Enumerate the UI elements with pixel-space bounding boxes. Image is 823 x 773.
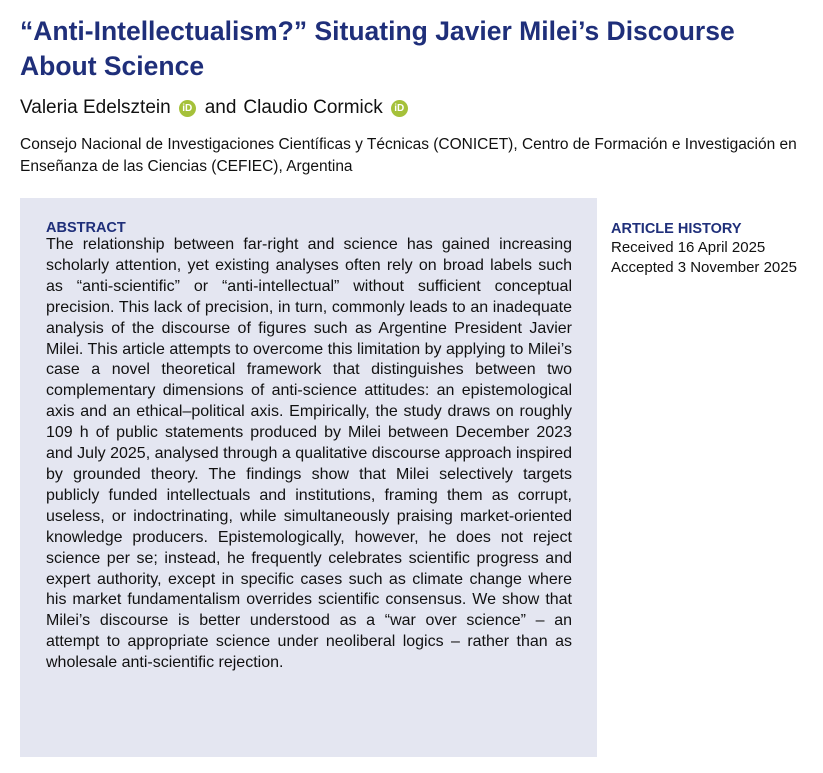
author-joiner: and: [204, 97, 237, 118]
article-title: “Anti-Intellectualism?” Situating Javier Milei’s Discourse About Science: [20, 16, 735, 81]
affiliation: Consejo Nacional de Investigaciones Científicas y Técnicas (CONICET), Centro de Formación e Investigación en Enseñanza de las Ciencias (CEFIEC), Argentina: [20, 136, 797, 175]
author-name: Claudio Cormick: [243, 97, 383, 118]
abstract-heading: ABSTRACT: [46, 220, 126, 236]
article-history: [611, 220, 816, 277]
received-date: Received 16 April 2025: [611, 239, 766, 256]
article-history-heading: ARTICLE HISTORY: [611, 221, 742, 237]
abstract-text: The relationship between far-right and science has gained increasing scholarly attention, yet existing analyses often rely on broad labels such as “anti-scientific” or “anti-intellectual” without sufficient conceptual precision. This lack of precision, in turn, commonly leads to an inadequate analysis of the discourse of figures such as Argentine President Javier Milei. This article attempts to overcome this limitation by applying to Milei’s case a novel theoretical framework that distinguishes between two complementary dimensions of anti-science attitudes: an epistemological axis and an ethical–political axis. Empirically, the study draws on roughly 109 h of public statements produced by Milei between December 2023 and July 2025, analysed through a qualitative discourse approach inspired by grounded theory. The findings show that Milei selectively targets publicly funded intellectuals and institutions, framing them as corrupt, useless, or indoctrinating, while simultaneously praising market-oriented knowledge producers. Epistemologically, however, he does not reject science per se; instead, he frequently celebrates scientific progress and expert authority, except in specific cases such as climate change where his market fundamentalism overrides scientific consensus. We show that Milei’s discourse is better understood as a “war over science” – an attempt to appropriate science under neoliberal logics – rather than as wholesale anti-scientific rejection.: [46, 236, 572, 672]
abstract-box: [20, 198, 597, 757]
author-list: [20, 95, 417, 121]
author-name: Valeria Edelsztein: [20, 97, 171, 118]
orcid-icon[interactable]: iD: [391, 100, 408, 117]
accepted-date: Accepted 3 November 2025: [611, 258, 797, 276]
orcid-icon[interactable]: iD: [179, 100, 196, 117]
